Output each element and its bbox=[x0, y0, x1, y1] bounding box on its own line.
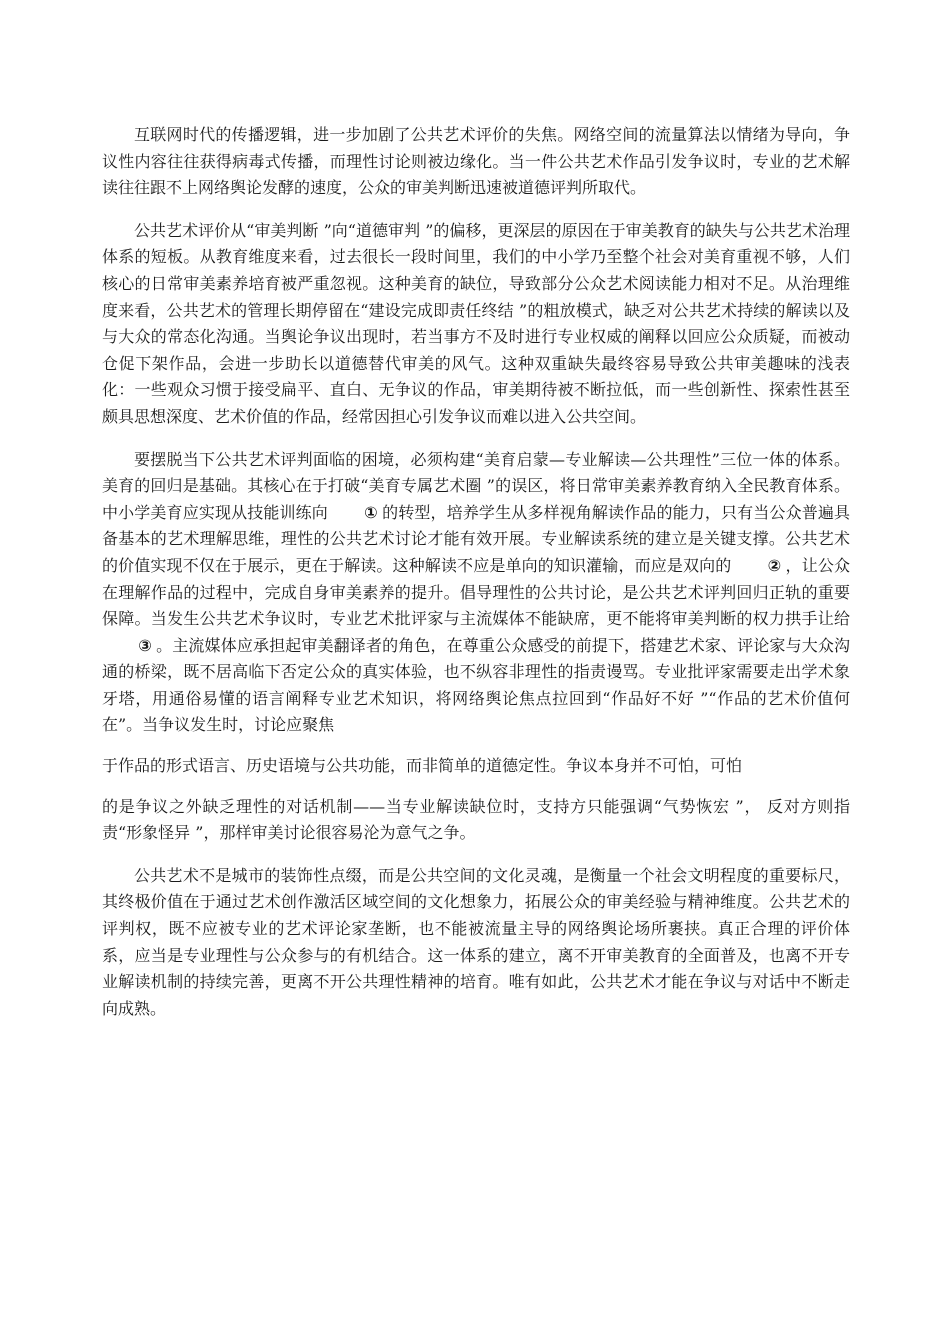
blank-marker-3: ③ bbox=[138, 635, 152, 655]
paragraph-3-part-1: 要摆脱当下公共艺术评判面临的困境，必须构建“美育启蒙—专业解读—公共理性”三位一体的体系。美育的回归是基础。其核心在于打破“美育专属艺术圈 ”的误区，将日常审美素养教育纳入全民教育体系。中小学美育应实现从技能训练向 bbox=[102, 449, 850, 522]
article-body bbox=[102, 122, 850, 1038]
paragraph-4: 于作品的形式语言、历史语境与公共功能，而非简单的道德定性。争议本身并不可怕，可怕 bbox=[102, 756, 743, 776]
paragraph-1: 互联网时代的传播逻辑，进一步加剧了公共艺术评价的失焦。网络空间的流量算法以情绪为导向，争议性内容往往获得病毒式传播，而理性讨论则被边缘化。当一件公共艺术作品引发争议时，专业的艺术解读往往跟不上网络舆论发酵的速度，公众的审美判断迅速被道德评判所取代。 bbox=[102, 125, 850, 198]
blank-marker-2: ② bbox=[767, 555, 782, 575]
paragraph-5: 的是争议之外缺乏理性的对话机制——当专业解读缺位时，支持方只能强调“气势恢宏 ”， 反对方则指责“形象怪异 ”，那样审美讨论很容易沦为意气之争。 bbox=[102, 796, 850, 843]
paragraph-3-part-4: 。主流媒体应承担起审美翻译者的角色，在尊重公众感受的前提下，搭建艺术家、评论家与大众沟通的桥梁，既不居高临下否定公众的真实体验，也不纵容非理性的指责谩骂。专业批评家需要走出学术象牙塔，用通俗易懂的语言阐释专业艺术知识，将网络舆论焦点拉回到“作品好不好 ”“作品的艺术价值何在”。当争议发生时，讨论应聚焦 bbox=[102, 635, 850, 735]
paragraph-3 bbox=[102, 447, 850, 740]
paragraph-3-part-2: 的转型，培养学生从多样视角解读作品的能力，只有当公众普遍具备基本的艺术理解思维，理性的公共艺术讨论才能有效开展。专业解读系统的建立是关键支撑。公共艺术的价值实现不仅在于展示，更在于解读。这种解读不应是单向的知识灌输，而应是双向的 bbox=[102, 502, 850, 575]
paragraph-2: 公共艺术评价从“审美判断 ”向“道德审判 ”的偏移，更深层的原因在于审美教育的缺失与公共艺术治理体系的短板。从教育维度来看，过去很长一段时间里，我们的中小学乃至整个社会对美育重视不够，人们核心的日常审美素养培育被严重忽视。这种美育的缺位，导致部分公众艺术阅读能力相对不足。从治理维度来看，公共艺术的管理长期停留在“建设完成即责任终结 ”的粗放模式，缺乏对公共艺术持续的解读以及与大众的常态化沟通。当舆论争议出现时，若当事方不及时进行专业权威的阐释以回应公众质疑，而被动仓促下架作品，会进一步助长以道德替代审美的风气。这种双重缺失最终容易导致公共审美趣味的浅表化：一些观众习惯于接受扁平、直白、无争议的作品，审美期待被不断拉低，而一些创新性、探索性甚至颇具思想深度、艺术价值的作品，经常因担心引发争议而难以进入公共空间。 bbox=[102, 220, 850, 426]
paragraph-6: 公共艺术不是城市的装饰性点缀，而是公共空间的文化灵魂，是衡量一个社会文明程度的重要标尺，其终极价值在于通过艺术创作激活区域空间的文化想象力，拓展公众的审美经验与精神维度。公共艺术的评判权，既不应被专业的艺术评论家垄断，也不能被流量主导的网络舆论场所裹挟。真正合理的评价体系，应当是专业理性与公众参与的有机结合。这一体系的建立，离不开审美教育的全面普及，也离不开专业解读机制的持续完善，更离不开公共理性精神的培育。唯有如此，公共艺术才能在争议与对话中不断走向成熟。 bbox=[102, 865, 850, 1018]
blank-marker-1: ① bbox=[364, 502, 378, 522]
paragraph-3-part-3: ，让公众在理解作品的过程中，完成自身审美素养的提升。倡导理性的公共讨论，是公共艺术评判回归正轨的重要保障。当发生公共艺术争议时，专业艺术批评家与主流媒体不能缺席，更不能将审美判断的权力拱手让给 bbox=[102, 555, 850, 629]
